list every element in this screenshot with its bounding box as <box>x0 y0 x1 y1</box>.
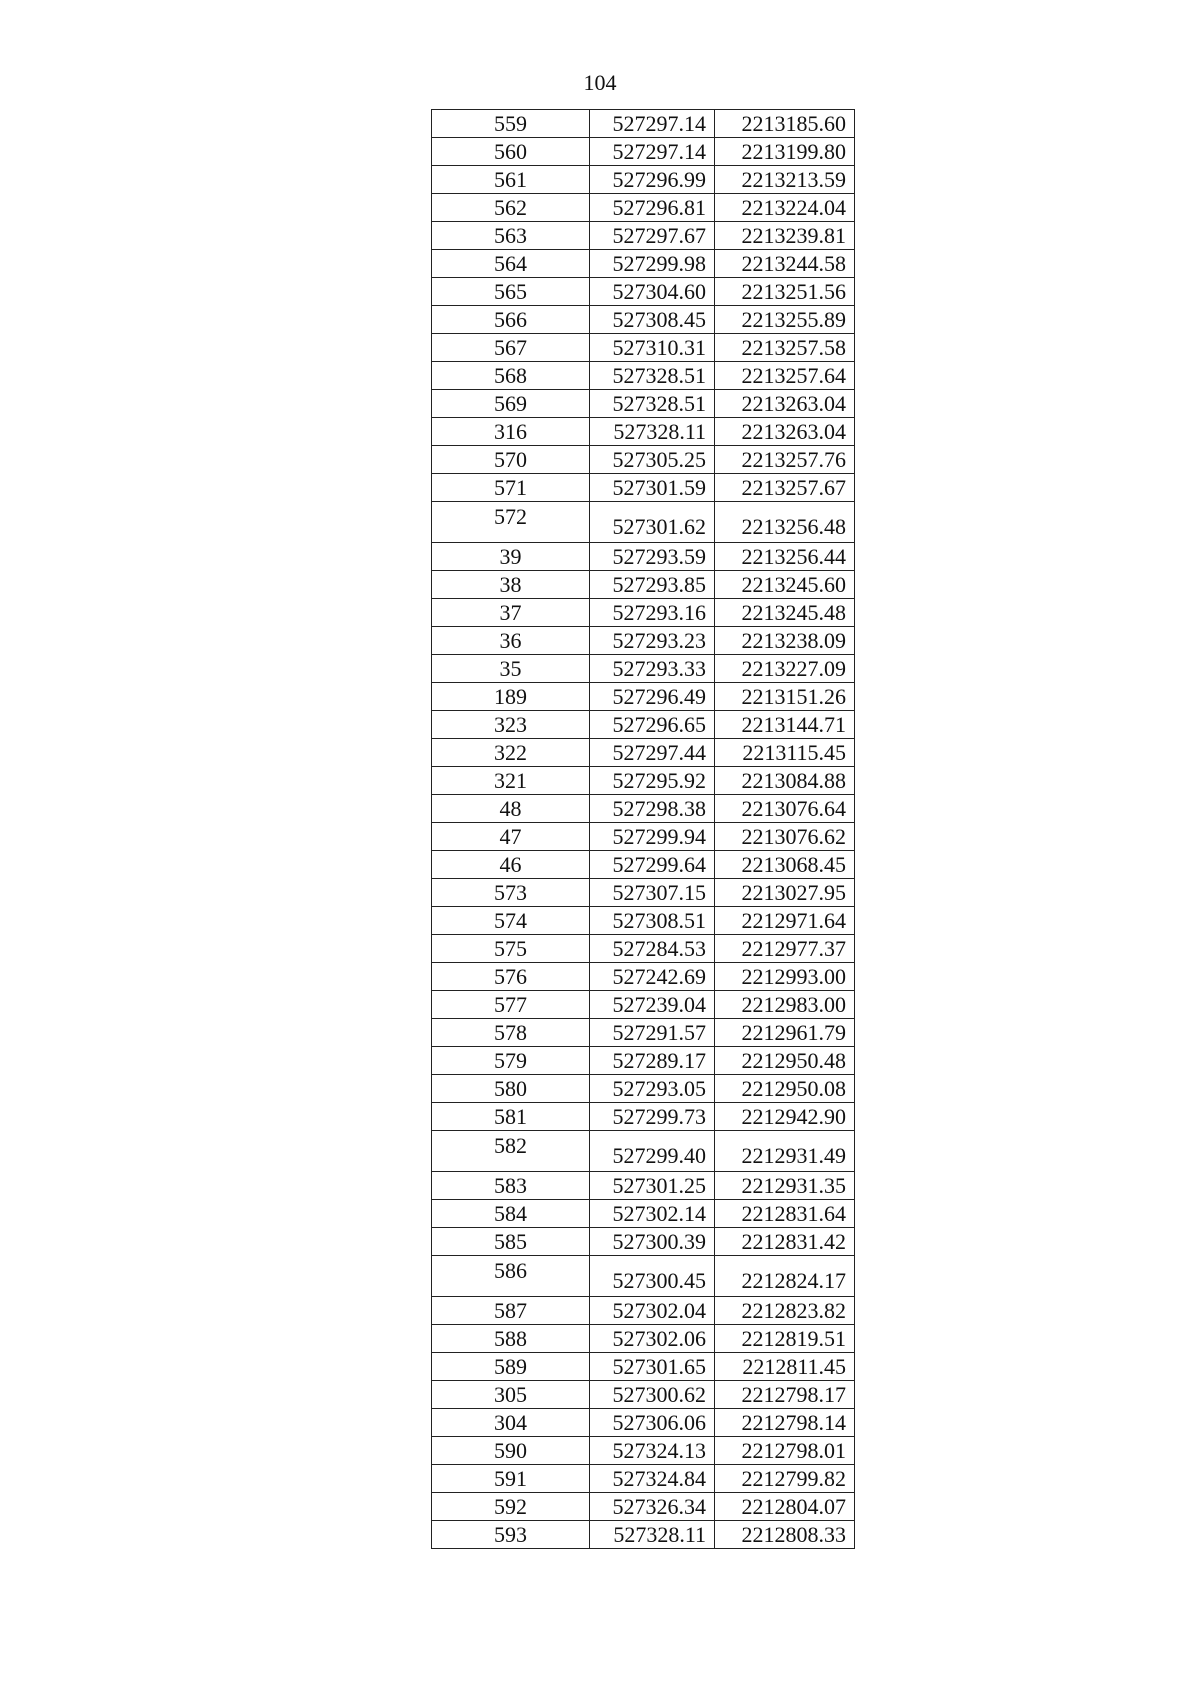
x-coordinate-cell: 527300.62 <box>590 1381 715 1409</box>
table-row <box>432 502 855 543</box>
x-coordinate-cell: 527324.84 <box>590 1465 715 1493</box>
table-row <box>432 1409 855 1437</box>
table-row <box>432 446 855 474</box>
y-coordinate-cell: 2213263.04 <box>715 390 855 418</box>
table-row <box>432 879 855 907</box>
point-number-cell: 567 <box>432 334 590 362</box>
y-coordinate-cell: 2213084.88 <box>715 767 855 795</box>
x-coordinate-cell: 527301.62 <box>590 502 715 543</box>
x-coordinate-cell: 527298.38 <box>590 795 715 823</box>
point-number-cell: 574 <box>432 907 590 935</box>
point-number-cell: 589 <box>432 1353 590 1381</box>
point-number-cell: 579 <box>432 1047 590 1075</box>
x-coordinate-cell: 527293.33 <box>590 655 715 683</box>
x-coordinate-cell: 527296.81 <box>590 194 715 222</box>
y-coordinate-cell: 2213257.76 <box>715 446 855 474</box>
table-row <box>432 1075 855 1103</box>
table-row <box>432 334 855 362</box>
point-number-cell: 578 <box>432 1019 590 1047</box>
y-coordinate-cell: 2213115.45 <box>715 739 855 767</box>
y-coordinate-cell: 2212931.49 <box>715 1131 855 1172</box>
y-coordinate-cell: 2212799.82 <box>715 1465 855 1493</box>
table-row <box>432 474 855 502</box>
x-coordinate-cell: 527297.44 <box>590 739 715 767</box>
x-coordinate-cell: 527300.45 <box>590 1256 715 1297</box>
x-coordinate-cell: 527242.69 <box>590 963 715 991</box>
x-coordinate-cell: 527305.25 <box>590 446 715 474</box>
y-coordinate-cell: 2213244.58 <box>715 250 855 278</box>
x-coordinate-cell: 527289.17 <box>590 1047 715 1075</box>
x-coordinate-cell: 527297.14 <box>590 110 715 138</box>
point-number-cell: 568 <box>432 362 590 390</box>
table-row <box>432 1172 855 1200</box>
y-coordinate-cell: 2213245.48 <box>715 599 855 627</box>
x-coordinate-cell: 527239.04 <box>590 991 715 1019</box>
x-coordinate-cell: 527299.64 <box>590 851 715 879</box>
table-row <box>432 362 855 390</box>
point-number-cell: 571 <box>432 474 590 502</box>
table-row <box>432 1103 855 1131</box>
x-coordinate-cell: 527297.67 <box>590 222 715 250</box>
table-row <box>432 1047 855 1075</box>
point-number-cell: 563 <box>432 222 590 250</box>
point-number-cell: 565 <box>432 278 590 306</box>
table-row <box>432 1493 855 1521</box>
point-number-cell: 593 <box>432 1521 590 1549</box>
point-number-cell: 323 <box>432 711 590 739</box>
point-number-cell: 37 <box>432 599 590 627</box>
x-coordinate-cell: 527293.23 <box>590 627 715 655</box>
x-coordinate-cell: 527299.94 <box>590 823 715 851</box>
y-coordinate-cell: 2213076.62 <box>715 823 855 851</box>
point-number-cell: 572 <box>432 502 590 543</box>
y-coordinate-cell: 2213076.64 <box>715 795 855 823</box>
x-coordinate-cell: 527299.40 <box>590 1131 715 1172</box>
x-coordinate-cell: 527306.06 <box>590 1409 715 1437</box>
table-row <box>432 1200 855 1228</box>
point-number-cell: 569 <box>432 390 590 418</box>
point-number-cell: 316 <box>432 418 590 446</box>
table-row <box>432 390 855 418</box>
x-coordinate-cell: 527293.05 <box>590 1075 715 1103</box>
point-number-cell: 592 <box>432 1493 590 1521</box>
table-row <box>432 222 855 250</box>
table-row <box>432 795 855 823</box>
x-coordinate-cell: 527293.85 <box>590 571 715 599</box>
y-coordinate-cell: 2212971.64 <box>715 907 855 935</box>
table-row <box>432 543 855 571</box>
x-coordinate-cell: 527328.51 <box>590 390 715 418</box>
table-row <box>432 138 855 166</box>
page-number: 104 <box>583 70 617 95</box>
table-row <box>432 935 855 963</box>
table-row <box>432 627 855 655</box>
point-number-cell: 582 <box>432 1131 590 1172</box>
coordinates-table <box>431 109 855 1549</box>
y-coordinate-cell: 2213151.26 <box>715 683 855 711</box>
point-number-cell: 189 <box>432 683 590 711</box>
point-number-cell: 38 <box>432 571 590 599</box>
point-number-cell: 577 <box>432 991 590 1019</box>
table-row <box>432 823 855 851</box>
y-coordinate-cell: 2212950.08 <box>715 1075 855 1103</box>
table-row <box>432 1131 855 1172</box>
y-coordinate-cell: 2212931.35 <box>715 1172 855 1200</box>
table-row <box>432 1465 855 1493</box>
y-coordinate-cell: 2212993.00 <box>715 963 855 991</box>
y-coordinate-cell: 2212808.33 <box>715 1521 855 1549</box>
table-row <box>432 963 855 991</box>
y-coordinate-cell: 2212798.01 <box>715 1437 855 1465</box>
table-row <box>432 851 855 879</box>
x-coordinate-cell: 527310.31 <box>590 334 715 362</box>
y-coordinate-cell: 2213257.58 <box>715 334 855 362</box>
y-coordinate-cell: 2212942.90 <box>715 1103 855 1131</box>
table-row <box>432 1353 855 1381</box>
point-number-cell: 321 <box>432 767 590 795</box>
point-number-cell: 566 <box>432 306 590 334</box>
x-coordinate-cell: 527302.04 <box>590 1297 715 1325</box>
y-coordinate-cell: 2213256.44 <box>715 543 855 571</box>
table-row <box>432 711 855 739</box>
y-coordinate-cell: 2213251.56 <box>715 278 855 306</box>
table-row <box>432 1381 855 1409</box>
point-number-cell: 576 <box>432 963 590 991</box>
y-coordinate-cell: 2213238.09 <box>715 627 855 655</box>
x-coordinate-cell: 527302.14 <box>590 1200 715 1228</box>
table-row <box>432 1325 855 1353</box>
x-coordinate-cell: 527296.99 <box>590 166 715 194</box>
x-coordinate-cell: 527297.14 <box>590 138 715 166</box>
table-row <box>432 1297 855 1325</box>
point-number-cell: 39 <box>432 543 590 571</box>
point-number-cell: 564 <box>432 250 590 278</box>
y-coordinate-cell: 2212831.64 <box>715 1200 855 1228</box>
point-number-cell: 35 <box>432 655 590 683</box>
y-coordinate-cell: 2213256.48 <box>715 502 855 543</box>
y-coordinate-cell: 2212823.82 <box>715 1297 855 1325</box>
x-coordinate-cell: 527324.13 <box>590 1437 715 1465</box>
x-coordinate-cell: 527301.65 <box>590 1353 715 1381</box>
y-coordinate-cell: 2212819.51 <box>715 1325 855 1353</box>
x-coordinate-cell: 527293.16 <box>590 599 715 627</box>
y-coordinate-cell: 2212977.37 <box>715 935 855 963</box>
table-row <box>432 306 855 334</box>
point-number-cell: 591 <box>432 1465 590 1493</box>
table-row <box>432 655 855 683</box>
table-row <box>432 418 855 446</box>
x-coordinate-cell: 527328.11 <box>590 1521 715 1549</box>
y-coordinate-cell: 2212798.17 <box>715 1381 855 1409</box>
point-number-cell: 580 <box>432 1075 590 1103</box>
point-number-cell: 322 <box>432 739 590 767</box>
point-number-cell: 560 <box>432 138 590 166</box>
table-row <box>432 907 855 935</box>
x-coordinate-cell: 527293.59 <box>590 543 715 571</box>
point-number-cell: 36 <box>432 627 590 655</box>
point-number-cell: 590 <box>432 1437 590 1465</box>
y-coordinate-cell: 2213263.04 <box>715 418 855 446</box>
y-coordinate-cell: 2213239.81 <box>715 222 855 250</box>
point-number-cell: 47 <box>432 823 590 851</box>
x-coordinate-cell: 527284.53 <box>590 935 715 963</box>
point-number-cell: 304 <box>432 1409 590 1437</box>
coordinates-table-body <box>432 110 855 1549</box>
x-coordinate-cell: 527308.45 <box>590 306 715 334</box>
x-coordinate-cell: 527328.11 <box>590 418 715 446</box>
point-number-cell: 585 <box>432 1228 590 1256</box>
point-number-cell: 586 <box>432 1256 590 1297</box>
point-number-cell: 588 <box>432 1325 590 1353</box>
y-coordinate-cell: 2212961.79 <box>715 1019 855 1047</box>
x-coordinate-cell: 527291.57 <box>590 1019 715 1047</box>
table-row <box>432 250 855 278</box>
table-row <box>432 767 855 795</box>
y-coordinate-cell: 2212824.17 <box>715 1256 855 1297</box>
y-coordinate-cell: 2213255.89 <box>715 306 855 334</box>
x-coordinate-cell: 527299.73 <box>590 1103 715 1131</box>
point-number-cell: 46 <box>432 851 590 879</box>
y-coordinate-cell: 2212831.42 <box>715 1228 855 1256</box>
y-coordinate-cell: 2213068.45 <box>715 851 855 879</box>
y-coordinate-cell: 2213199.80 <box>715 138 855 166</box>
point-number-cell: 583 <box>432 1172 590 1200</box>
point-number-cell: 305 <box>432 1381 590 1409</box>
table-row <box>432 571 855 599</box>
table-row <box>432 1256 855 1297</box>
table-row <box>432 599 855 627</box>
table-row <box>432 110 855 138</box>
point-number-cell: 584 <box>432 1200 590 1228</box>
y-coordinate-cell: 2213227.09 <box>715 655 855 683</box>
y-coordinate-cell: 2213144.71 <box>715 711 855 739</box>
x-coordinate-cell: 527304.60 <box>590 278 715 306</box>
point-number-cell: 559 <box>432 110 590 138</box>
x-coordinate-cell: 527295.92 <box>590 767 715 795</box>
x-coordinate-cell: 527296.65 <box>590 711 715 739</box>
x-coordinate-cell: 527299.98 <box>590 250 715 278</box>
x-coordinate-cell: 527328.51 <box>590 362 715 390</box>
y-coordinate-cell: 2212983.00 <box>715 991 855 1019</box>
y-coordinate-cell: 2213257.67 <box>715 474 855 502</box>
x-coordinate-cell: 527296.49 <box>590 683 715 711</box>
y-coordinate-cell: 2213213.59 <box>715 166 855 194</box>
y-coordinate-cell: 2213245.60 <box>715 571 855 599</box>
x-coordinate-cell: 527308.51 <box>590 907 715 935</box>
y-coordinate-cell: 2213224.04 <box>715 194 855 222</box>
table-row <box>432 683 855 711</box>
table-row <box>432 194 855 222</box>
table-row <box>432 1228 855 1256</box>
x-coordinate-cell: 527300.39 <box>590 1228 715 1256</box>
y-coordinate-cell: 2212804.07 <box>715 1493 855 1521</box>
y-coordinate-cell: 2213185.60 <box>715 110 855 138</box>
table-row <box>432 1521 855 1549</box>
y-coordinate-cell: 2212798.14 <box>715 1409 855 1437</box>
x-coordinate-cell: 527326.34 <box>590 1493 715 1521</box>
point-number-cell: 570 <box>432 446 590 474</box>
point-number-cell: 581 <box>432 1103 590 1131</box>
table-row <box>432 991 855 1019</box>
y-coordinate-cell: 2213027.95 <box>715 879 855 907</box>
table-row <box>432 1437 855 1465</box>
point-number-cell: 561 <box>432 166 590 194</box>
y-coordinate-cell: 2212811.45 <box>715 1353 855 1381</box>
x-coordinate-cell: 527301.25 <box>590 1172 715 1200</box>
table-row <box>432 739 855 767</box>
x-coordinate-cell: 527307.15 <box>590 879 715 907</box>
point-number-cell: 587 <box>432 1297 590 1325</box>
x-coordinate-cell: 527302.06 <box>590 1325 715 1353</box>
point-number-cell: 562 <box>432 194 590 222</box>
table-row <box>432 166 855 194</box>
table-row <box>432 1019 855 1047</box>
point-number-cell: 575 <box>432 935 590 963</box>
table-row <box>432 278 855 306</box>
y-coordinate-cell: 2212950.48 <box>715 1047 855 1075</box>
point-number-cell: 573 <box>432 879 590 907</box>
y-coordinate-cell: 2213257.64 <box>715 362 855 390</box>
x-coordinate-cell: 527301.59 <box>590 474 715 502</box>
point-number-cell: 48 <box>432 795 590 823</box>
